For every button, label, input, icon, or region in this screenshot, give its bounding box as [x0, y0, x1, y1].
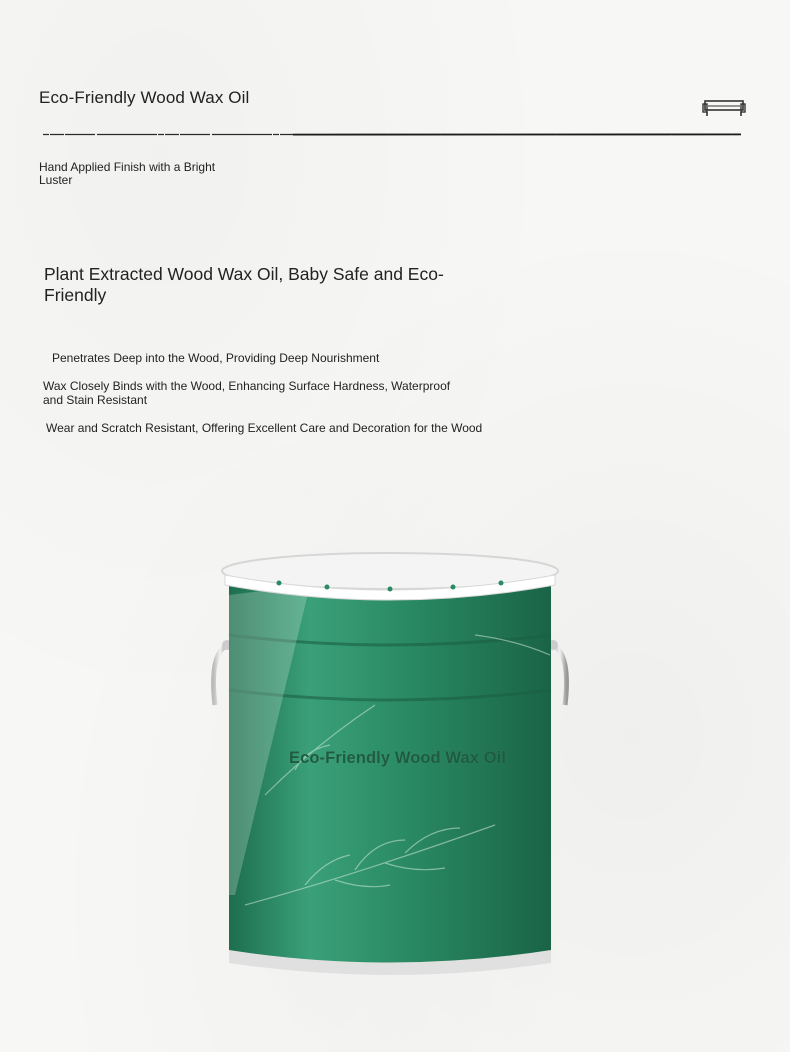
headline: Plant Extracted Wood Wax Oil, Baby Safe and Eco-Friendly — [44, 264, 444, 305]
page-title: Eco-Friendly Wood Wax Oil — [39, 88, 250, 107]
page-subtitle: Hand Applied Finish with a Bright Luster — [39, 160, 216, 187]
brush-divider — [43, 133, 741, 136]
can-label: Eco-Friendly Wood Wax Oil — [289, 749, 507, 767]
feature-item: Penetrates Deep into the Wood, Providing Deep Nourishment — [52, 351, 380, 365]
sofa-icon — [702, 98, 746, 118]
feature-item: Wear and Scratch Resistant, Offering Excellent Care and Decoration for the Wood — [46, 421, 483, 435]
feature-item: Wax Closely Binds with the Wood, Enhancing Surface Hardness, Waterproof and Stain Resistant — [43, 379, 451, 407]
